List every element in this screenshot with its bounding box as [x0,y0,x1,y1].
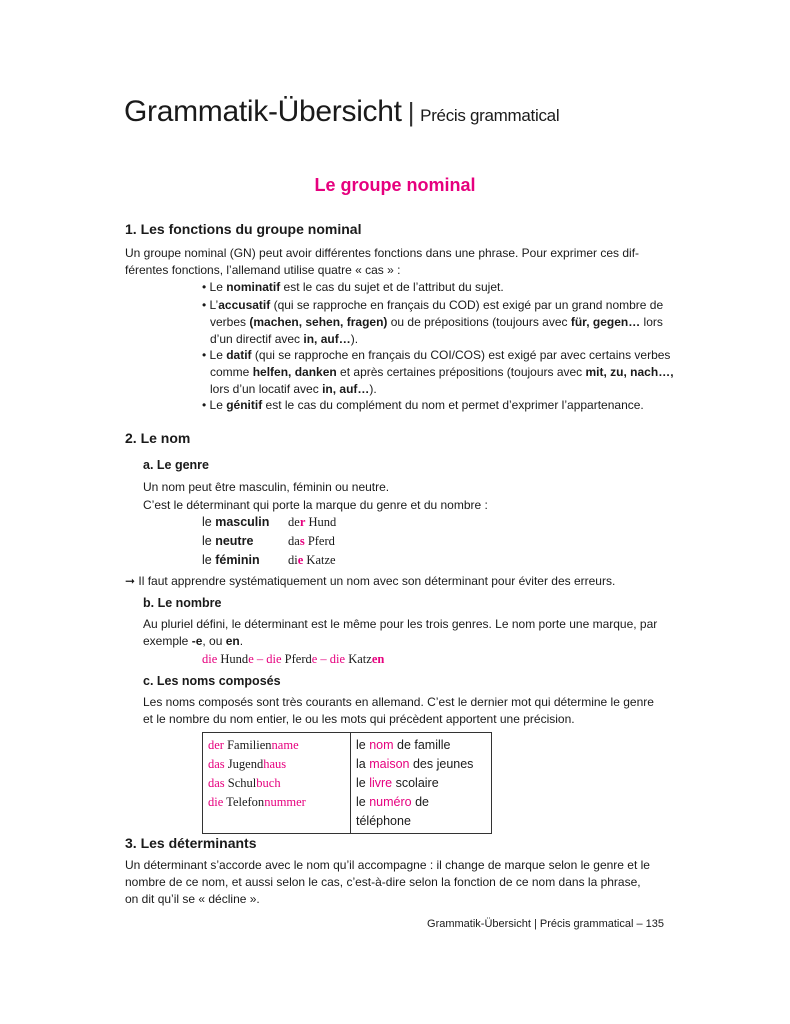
determinants-paragraph: Un déterminant s’accorde avec le nom qu’il accompagne : il change de marque selon le genre et le nombre de ce nom, et aussi selon le cas, c’est-à-dire selon la fonction de ce nom dans la phrase, on dit qu’il se « décline ». [125,858,650,906]
genre-note: ➞ Il faut apprendre systématiquement un nom avec son déterminant pour éviter des erreurs. [125,574,616,588]
heading-le-genre: a. Le genre [143,458,209,472]
compound-row-1-de: der Familienname [208,738,299,752]
gender-row-masculin: le masculin der Hund [202,515,337,529]
title-separator: | [407,97,415,127]
gender-row-neutre: le neutre das Pferd [202,534,335,548]
heading-determinants: 3. Les déterminants [125,835,257,851]
compound-row-3-de: das Schulbuch [208,776,281,790]
title-subtitle: Précis grammatical [420,106,560,125]
composes-paragraph: Les noms composés sont très courants en allemand. C’est le dernier mot qui détermine le genre et le nombre du nom entier, le ou les mots qui précèdent apportent une précision. [143,695,654,726]
gender-row-feminin: le féminin die Katze [202,553,336,567]
bullet-nominatif: • Le nominatif est le cas du sujet et de l’attribut du sujet. [202,280,504,294]
bullet-genitif: • Le génitif est le cas du complément du nom et permet d’exprimer l’appartenance. [202,398,644,412]
page-footer: Grammatik-Übersicht | Précis grammatical – 135 [427,918,664,930]
compound-row-1-fr: le nom de famille [356,738,451,752]
bullet-datif: • Le datif (qui se rapproche en français du COI/COS) est exigé par avec certains verbes comme helfen, danken et après certaines prépositions (toujours avec mit, zu, nach…, lors d’un locatif avec in, auf…). [202,348,674,396]
compound-nouns-table [202,732,492,834]
heading-fonctions: 1. Les fonctions du groupe nominal [125,221,362,237]
intro-paragraph: Un groupe nominal (GN) peut avoir différentes fonctions dans une phrase. Pour exprimer ces différentes fonctions, l’allemand utilise quatre « cas » : [125,246,640,277]
compound-row-3-fr: le livre scolaire [356,776,439,790]
table-cell-french [351,733,492,834]
heading-noms-composes: c. Les noms composés [143,674,281,688]
compound-row-2-fr: la maison des jeunes [356,757,474,771]
page-title [124,95,559,129]
table-cell-german [203,733,351,834]
compound-row-2-de: das Jugendhaus [208,757,287,771]
genre-line-2: C’est le déterminant qui porte la marque du genre et du nombre : [143,498,488,512]
table-row [203,733,492,834]
heading-le-nom: 2. Le nom [125,430,191,446]
title-main-text: Grammatik-Übersicht [124,95,402,128]
bullet-accusatif: • L’accusatif (qui se rapproche en français du COD) est exigé par un grand nombre de verbes (machen, sehen, fragen) ou de prépositions (toujours avec für, gegen… lors d’un directif avec in, auf…). [202,298,664,346]
heading-le-nombre: b. Le nombre [143,596,222,610]
genre-line-1: Un nom peut être masculin, féminin ou neutre. [143,480,390,494]
nombre-paragraph: Au pluriel défini, le déterminant est le même pour les trois genres. Le nom porte une marque, par exemple -e, ou en. [143,617,658,648]
plural-example: die Hunde – die Pferde – die Katzen [202,652,385,666]
compound-row-4-de: die Telefonnummer [208,795,306,809]
compound-row-4-fr: le numéro de téléphone [356,795,429,828]
section-title: Le groupe nominal [314,175,476,195]
